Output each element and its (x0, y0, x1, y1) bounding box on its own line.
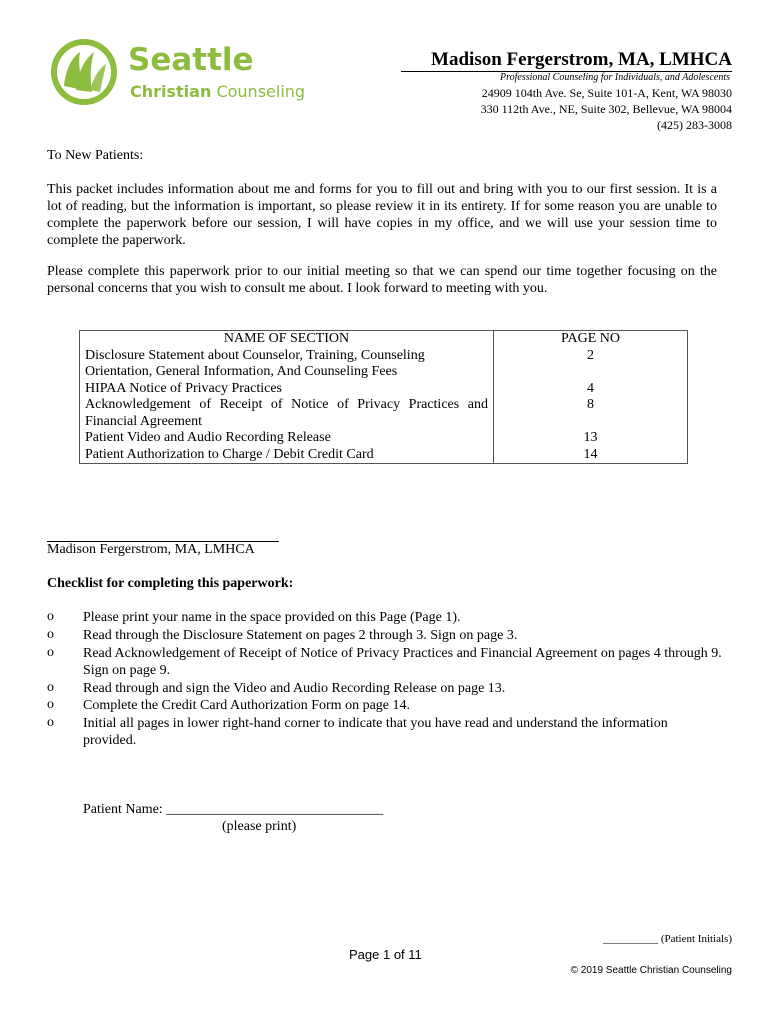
practice-tagline: Professional Counseling for Individuals, and Adolescents (500, 72, 730, 83)
checklist-title: Checklist for completing this paperwork: (47, 576, 294, 591)
section-page: 8 (494, 397, 688, 430)
checklist-item: Please print your name in the space provided on this Page (Page 1). (83, 610, 461, 625)
checklist-bullet: o (47, 609, 54, 624)
header-page: PAGE NO (494, 331, 688, 348)
intro-paragraph: This packet includes information about me and forms for you to fill out and bring with you to our first session. It is a lot of reading, but the information is important, so please review it in its entirety. If for some reason you are unable to complete the paperwork before our session, I will have copies in my office, and we will use your session time to complete the paperwork. (47, 182, 717, 248)
checklist-bullet: o (47, 697, 54, 712)
header-section: NAME OF SECTION (80, 331, 494, 348)
table-row (80, 381, 688, 398)
checklist-item: Read through the Disclosure Statement on pages 2 through 3. Sign on page 3. (83, 628, 518, 643)
counselor-name-heading: Madison Fergerstrom, MA, LMHCA (401, 49, 732, 72)
table-row (80, 447, 688, 464)
seattle-christian-counseling-logo (50, 38, 325, 108)
checklist-bullet: o (47, 645, 54, 660)
patient-initials-field[interactable]: __________ (Patient Initials) (603, 933, 732, 945)
table-header-row (80, 331, 688, 348)
page-number: Page 1 of 11 (349, 947, 422, 962)
request-paragraph: Please complete this paperwork prior to our initial meeting so that we can spend our time together focusing on the personal concerns that you wish to consult me about. I look forward to meeting with you. (47, 264, 717, 296)
signature-name: Madison Fergerstrom, MA, LMHCA (47, 542, 255, 557)
checklist-bullet: o (47, 627, 54, 642)
table-row (80, 430, 688, 447)
section-name: Acknowledgement of Receipt of Notice of Privacy Practices and Financial Agreement (80, 397, 494, 430)
logo-seattle-text: Seattle (128, 42, 254, 78)
salutation: To New Patients: (47, 148, 144, 163)
section-page: 13 (494, 430, 688, 447)
leaf-logo-icon (50, 38, 118, 106)
checklist-item: Initial all pages in lower right-hand corner to indicate that you have read and understand the information provided. (83, 716, 668, 748)
table-row (80, 348, 688, 381)
checklist-item: Read Acknowledgement of Receipt of Notice of Privacy Practices and Financial Agreement on pages 4 through 9. Sign on page 9. (83, 646, 722, 678)
table-row (80, 397, 688, 430)
patient-name-field[interactable]: Patient Name: _______________________________ (83, 802, 384, 817)
section-page: 14 (494, 447, 688, 464)
checklist-bullet: o (47, 715, 54, 730)
section-name: Patient Authorization to Charge / Debit Credit Card (80, 447, 494, 464)
checklist-bullet: o (47, 680, 54, 695)
checklist-item: Read through and sign the Video and Audio Recording Release on page 13. (83, 681, 506, 696)
sections-table (79, 330, 688, 464)
section-page: 4 (494, 381, 688, 398)
section-name: Disclosure Statement about Counselor, Training, Counseling Orientation, General Information, And Counseling Fees (80, 348, 494, 381)
checklist-item: Complete the Credit Card Authorization Form on page 14. (83, 698, 410, 713)
section-page: 2 (494, 348, 688, 381)
address-kent: 24909 104th Ave. Se, Suite 101-A, Kent, WA 98030 (481, 86, 732, 100)
logo-counseling-text: Christian Counseling (130, 82, 306, 101)
section-name: HIPAA Notice of Privacy Practices (80, 381, 494, 398)
please-print-note: (please print) (222, 819, 297, 834)
phone-number: (425) 283-3008 (657, 118, 732, 132)
address-bellevue: 330 112th Ave., NE, Suite 302, Bellevue, WA 98004 (480, 102, 732, 116)
section-name: Patient Video and Audio Recording Release (80, 430, 494, 447)
copyright: © 2019 Seattle Christian Counseling (570, 965, 732, 976)
